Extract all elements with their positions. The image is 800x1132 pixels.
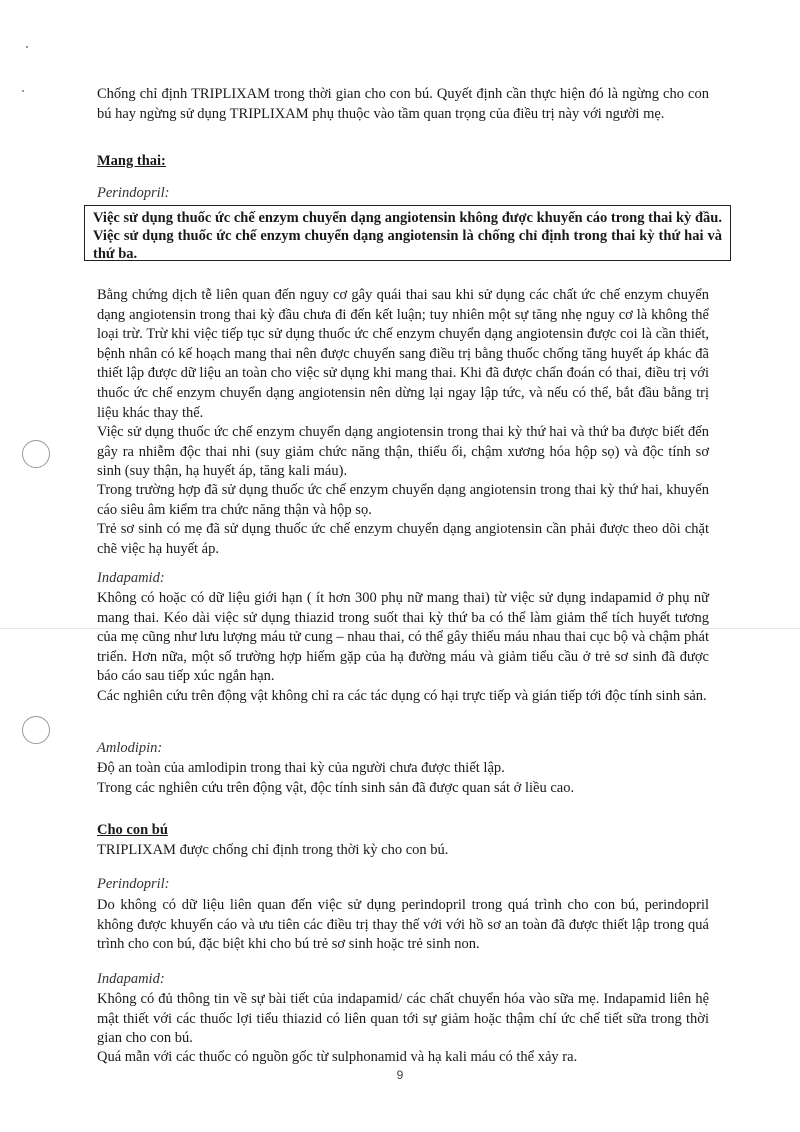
paragraph: Trẻ sơ sinh có mẹ đã sử dụng thuốc ức chế enzym chuyển dạng angiotensin cần phải được theo dõi chặt chẽ việc hạ huyết áp. — [97, 521, 709, 557]
subheading-indapamid: Indapamid: — [97, 971, 165, 987]
punch-hole — [22, 440, 50, 468]
paragraph: Quá mẫn với các thuốc có nguồn gốc từ sulphonamid và hạ kali máu có thể xảy ra. — [97, 1049, 578, 1065]
paragraph: Trong trường hợp đã sử dụng thuốc ức chế enzym chuyển dạng angiotensin trong thai kỳ thứ hai, khuyến cáo siêu âm kiểm tra chức năng thận và hộp sọ. — [97, 482, 709, 518]
section-heading-breastfeeding: Cho con bú — [97, 822, 168, 838]
paragraph: Không có đủ thông tin về sự bài tiết của indapamid/ các chất chuyển hóa vào sữa mẹ. Indapamid liên hệ mật thiết với các thuốc lợi tiểu thiazid có liên quan tới sự giảm hoặc thậm chí ức chế tiết sữa trong thời gian cho con bú. — [97, 991, 709, 1047]
subheading-amlodipin: Amlodipin: — [97, 740, 163, 756]
punch-hole — [22, 716, 50, 744]
paragraph: Việc sử dụng thuốc ức chế enzym chuyển dạng angiotensin trong thai kỳ thứ hai và thứ ba được biết đến gây ra nhiễm độc thai nhi (suy giảm chức năng thận, thiểu ối, chậm xương hóa hộp sọ) và độc tính sơ sinh (suy thận, hạ huyết áp, tăng kali máu). — [97, 424, 709, 480]
intro-paragraph: Chống chỉ định TRIPLIXAM trong thời gian cho con bú. Quyết định cần thực hiện đó là ngừng cho con bú hay ngừng sử dụng TRIPLIXAM phụ thuộc vào tầm quan trọng của điều trị này với người mẹ. — [97, 86, 709, 122]
subheading-perindopril: Perindopril: — [97, 185, 170, 201]
section-heading-pregnancy: Mang thai: — [97, 153, 166, 169]
paragraph: Độ an toàn của amlodipin trong thai kỳ của người chưa được thiết lập. — [97, 760, 505, 776]
paragraph: Không có hoặc có dữ liệu giới hạn ( ít hơn 300 phụ nữ mang thai) từ việc sử dụng indapamid ở phụ nữ mang thai. Kéo dài việc sử dụng thiazid trong suốt thai kỳ thứ ba có thể làm giảm thể tích huyết tương của mẹ cũng như lưu lượng máu tử cung – nhau thai, có thể gây thiếu máu nhau thai cục bộ và chậm phát triển. Hơn nữa, một số trường hợp hiếm gặp của hạ đường máu và giảm tiểu cầu ở trẻ sơ sinh đã được báo cáo sau tiếp xúc ngắn hạn. — [97, 590, 709, 685]
paragraph: Do không có dữ liệu liên quan đến việc sử dụng perindopril trong quá trình cho con bú, perindopril không được khuyến cáo và ưu tiên các điều trị thay thế với với hồ sơ an toàn đã được thiết lập trong quá trình cho con bú, đặc biệt khi cho bú trẻ sơ sinh hoặc trẻ sinh non. — [97, 897, 709, 953]
page-number: 9 — [396, 1068, 404, 1082]
subheading-perindopril: Perindopril: — [97, 876, 170, 892]
paragraph: Trong các nghiên cứu trên động vật, độc tính sinh sản đã được quan sát ở liều cao. — [97, 780, 575, 796]
paragraph: Bằng chứng dịch tễ liên quan đến nguy cơ gây quái thai sau khi sử dụng các chất ức chế enzym chuyển dạng angiotensin trong thai kỳ đầu chưa đi đến kết luận; tuy nhiên một sự tăng nhẹ nguy cơ là không thể loại trừ. Trừ khi việc tiếp tục sử dụng thuốc ức chế enzym chuyển dạng angiotensin được coi là cần thiết, bệnh nhân có kế hoạch mang thai nên được chuyển sang điều trị bằng thuốc chống tăng huyết áp khác đã thiết lập được dữ liệu an toàn cho việc sử dụng khi mang thai. Khi đã được chẩn đoán có thai, điều trị với thuốc ức chế enzym chuyển dạng angiotensin nên dừng lại ngay lập tức, và nếu có thể, bắt đầu bằng trị liệu khác thay thế. — [97, 287, 709, 421]
boxed-warning: Việc sử dụng thuốc ức chế enzym chuyển dạng angiotensin không được khuyến cáo trong thai kỳ đầu. Việc sử dụng thuốc ức chế enzym chuyển dạng angiotensin là chống chỉ định trong thai kỳ thứ hai và thứ ba. — [84, 205, 731, 261]
subheading-indapamid: Indapamid: — [97, 570, 165, 586]
paragraph: TRIPLIXAM được chống chỉ định trong thời kỳ cho con bú. — [97, 842, 449, 858]
scan-speck — [26, 46, 28, 48]
scan-speck — [22, 90, 24, 92]
paragraph: Các nghiên cứu trên động vật không chỉ ra các tác dụng có hại trực tiếp và gián tiếp tới độc tính sinh sản. — [97, 688, 707, 704]
